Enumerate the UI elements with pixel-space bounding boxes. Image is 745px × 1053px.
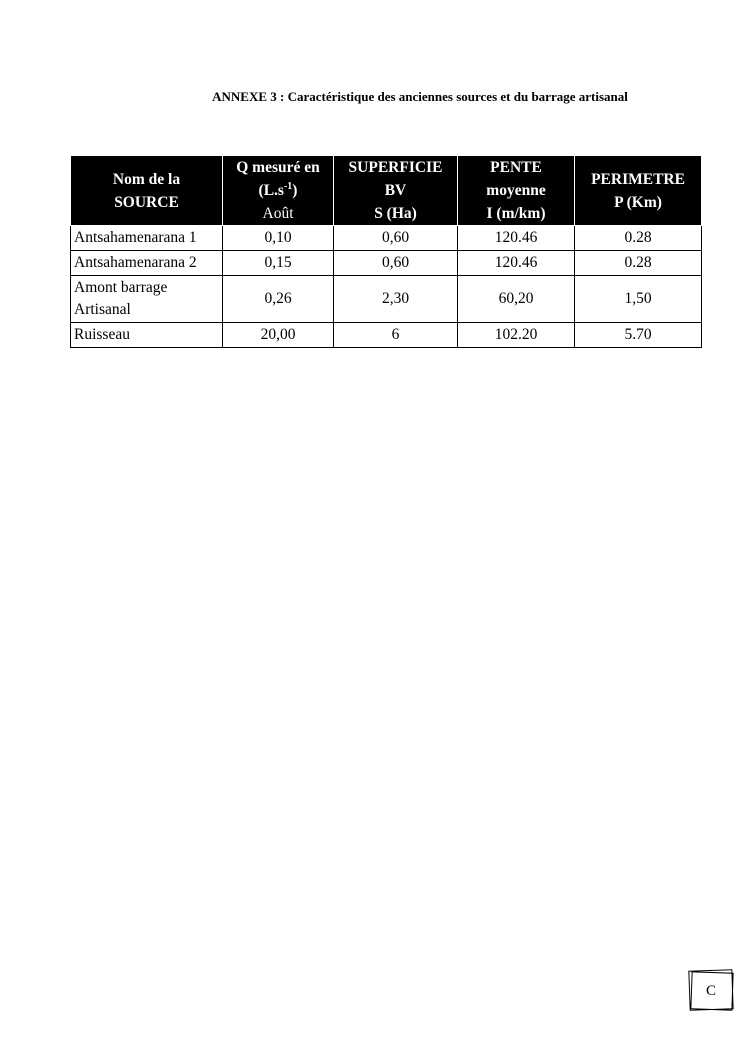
header-pente: PENTE moyenne I (m/km) [458, 156, 575, 226]
table-row [71, 251, 702, 276]
cell-flow: 0,15 [223, 251, 334, 276]
cell-name: Amont barrage Artisanal [71, 276, 223, 323]
cell-perimetre: 0.28 [575, 226, 702, 251]
cell-name: Antsahamenarana 2 [71, 251, 223, 276]
cell-name: Ruisseau [71, 323, 223, 348]
cell-pente: 120.46 [458, 251, 575, 276]
header-perimetre: PERIMETRE P (Km) [575, 156, 702, 226]
cell-pente: 60,20 [458, 276, 575, 323]
header-source-name: Nom de la SOURCE [71, 156, 223, 226]
cell-superficie: 0,60 [334, 251, 458, 276]
sources-table [70, 155, 702, 348]
cell-superficie: 6 [334, 323, 458, 348]
cell-pente: 120.46 [458, 226, 575, 251]
table-row [71, 226, 702, 251]
header-superficie: SUPERFICIE BV S (Ha) [334, 156, 458, 226]
cell-perimetre: 5.70 [575, 323, 702, 348]
page-letter: C [705, 983, 716, 999]
table-row [71, 323, 702, 348]
cell-flow: 0,26 [223, 276, 334, 323]
cell-perimetre: 1,50 [575, 276, 702, 323]
header-flow: Q mesuré en $(L.s^{-1})$ Août [223, 156, 334, 226]
table-row [71, 276, 702, 323]
cell-superficie: 2,30 [334, 276, 458, 323]
cell-flow: 0,10 [223, 226, 334, 251]
table-header-row [71, 156, 702, 226]
cell-pente: 102.20 [458, 323, 575, 348]
annex-title: ANNEXE 3 : Caractéristique des anciennes sources et du barrage artisanal [212, 89, 628, 104]
page-letter-tag [689, 970, 733, 1010]
cell-perimetre: 0.28 [575, 251, 702, 276]
cell-name: Antsahamenarana 1 [71, 226, 223, 251]
cell-superficie: 0,60 [334, 226, 458, 251]
cell-flow: 20,00 [223, 323, 334, 348]
